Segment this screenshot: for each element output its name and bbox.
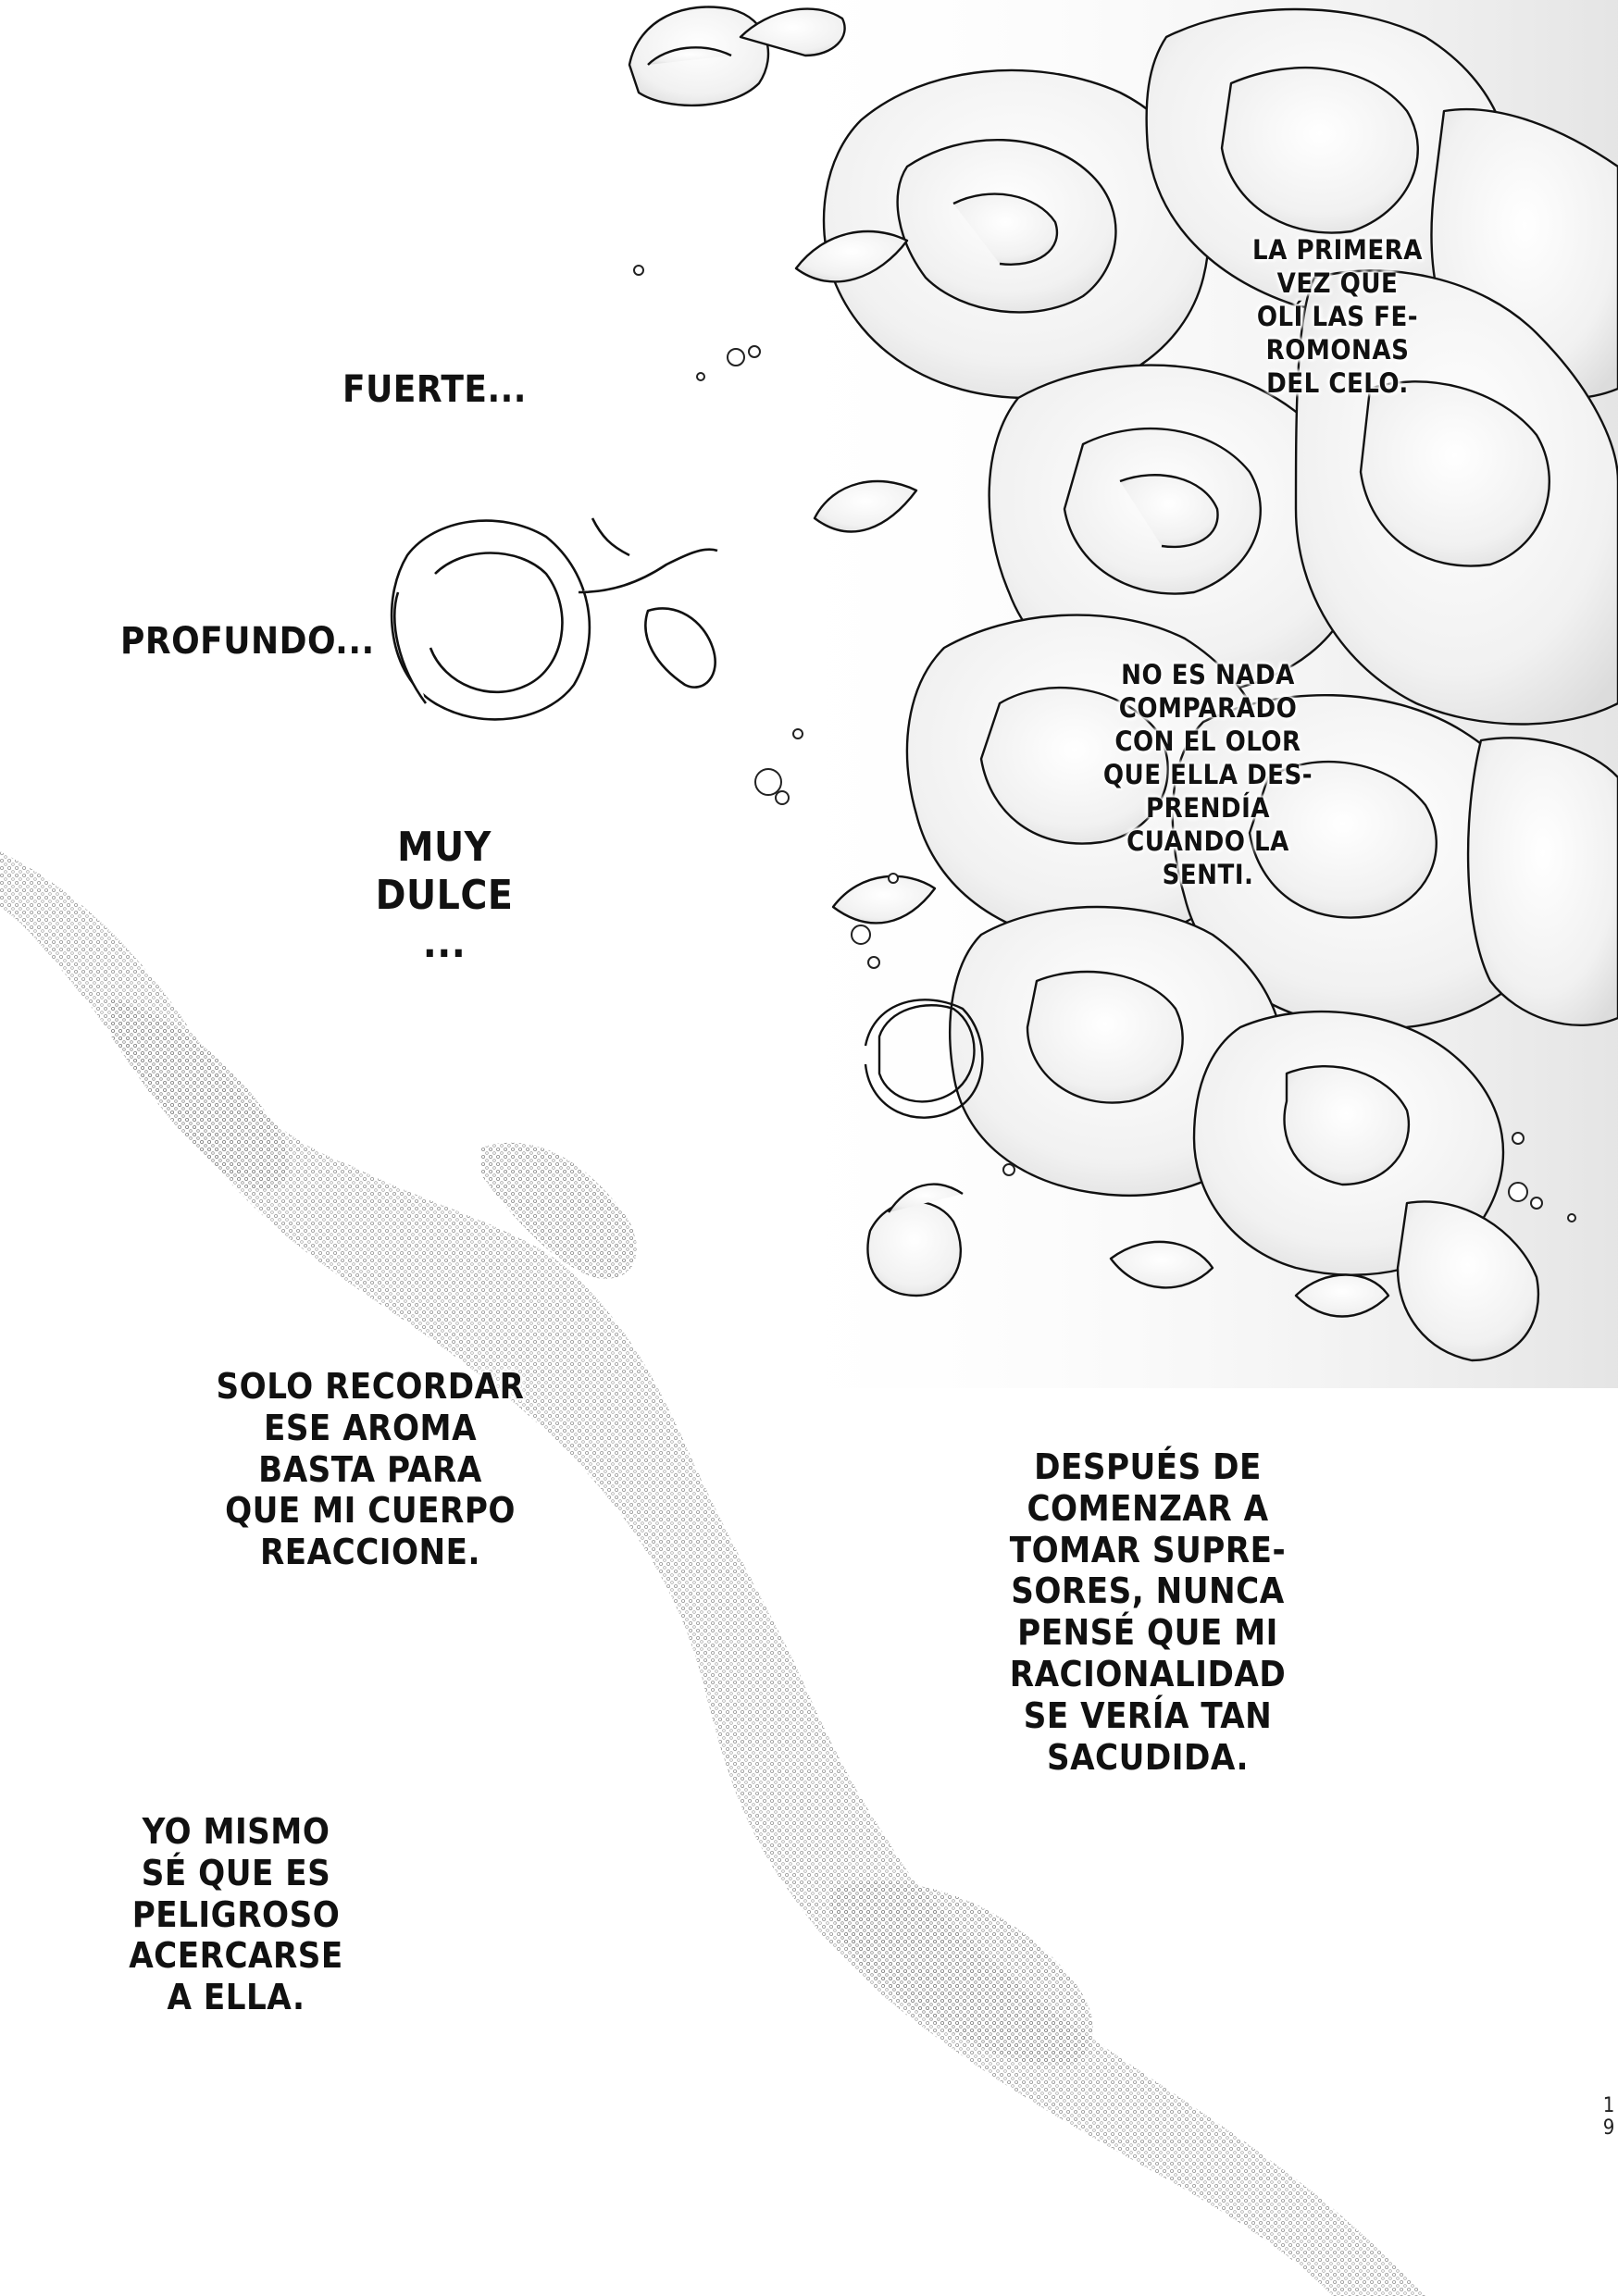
page-number: 1 9: [1602, 2094, 1615, 2141]
caption-fuerte: FUERTE...: [342, 368, 527, 411]
caption-despues: DESPUÉS DE COMENZAR A TOMAR SUPRE- SORES, NUNCA PENSÉ QUE MI RACIONALIDAD SE VERÍA TAN SACUDIDA.: [1009, 1446, 1287, 1778]
caption-muy-dulce: MUY DULCE ...: [375, 824, 514, 967]
caption-yo-mismo: YO MISMO SÉ QUE ES PELIGROSO ACERCARSE A ELLA.: [129, 1811, 343, 2018]
caption-solo-recordar: SOLO RECORDAR ESE AROMA BASTA PARA QUE MI CUERPO REACCIONE.: [216, 1366, 525, 1573]
caption-no-es-nada: NO ES NADA COMPARADO CON EL OLOR QUE ELLA DES- PRENDÍA CUANDO LA SENTI.: [1102, 659, 1313, 890]
caption-primera-vez: LA PRIMERA VEZ QUE OLÍ LAS FE- ROMONAS DEL CELO.: [1252, 234, 1423, 399]
rose-bud-illustration: [392, 518, 717, 719]
caption-profundo: PROFUNDO...: [120, 620, 375, 663]
